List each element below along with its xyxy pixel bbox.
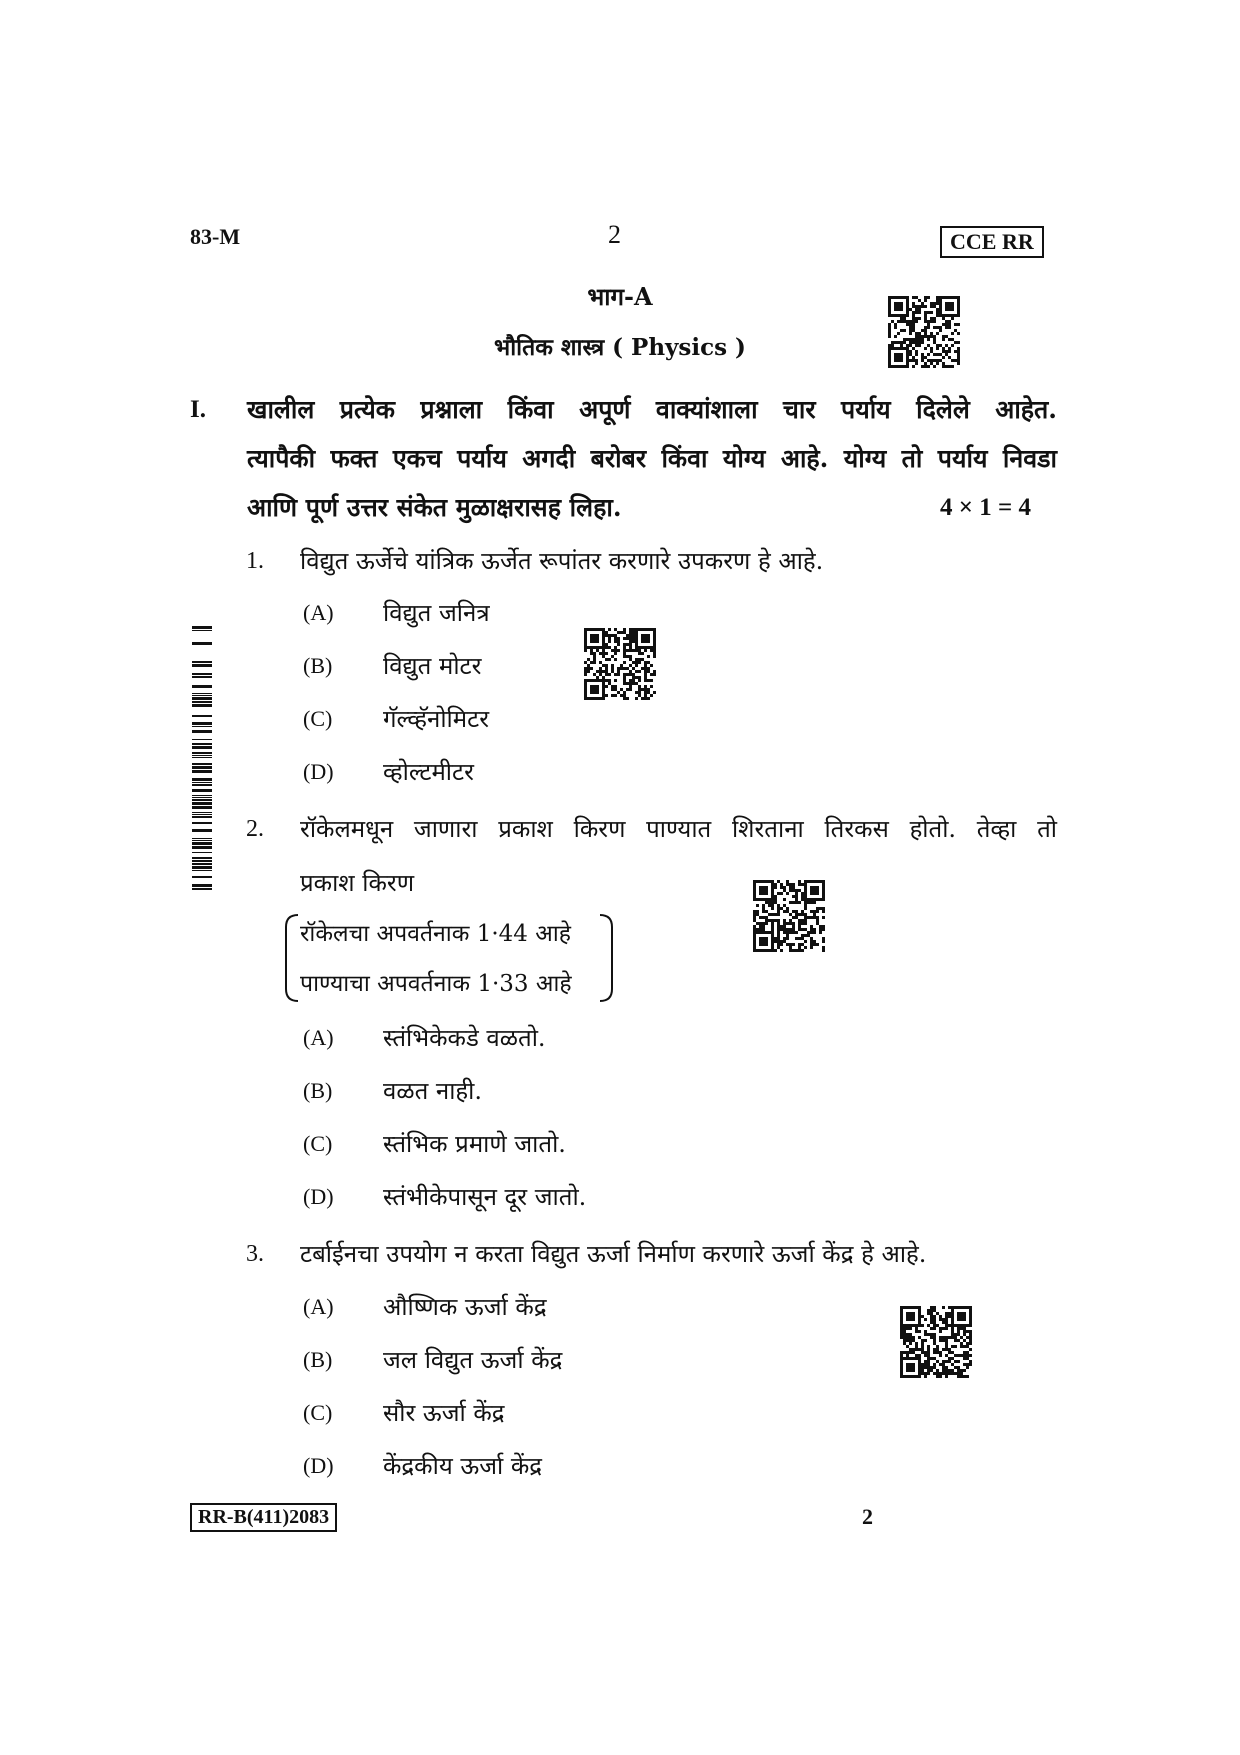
subject-title: भौतिक शास्त्र ( Physics ) <box>494 334 746 361</box>
question-number: 1. <box>246 548 264 574</box>
section-instruction-line: आणि पूर्ण उत्तर संकेत मुळाक्षरासह लिहा. <box>247 493 622 522</box>
option-label: (B) <box>303 653 333 678</box>
option-text: औष्णिक ऊर्जा केंद्र <box>383 1293 547 1321</box>
page-number-bottom: 2 <box>862 1504 873 1529</box>
option-label: (A) <box>303 1025 334 1050</box>
question-text: टर्बाईनचा उपयोग न करता विद्युत ऊर्जा निर्माण करणारे ऊर्जा केंद्र हे आहे. <box>300 1240 927 1268</box>
section-marks: 4 × 1 = 4 <box>940 494 1031 521</box>
question-text: रॉकेलमधून जाणारा प्रकाश किरण पाण्यात शिरताना तिरकस होतो. तेव्हा तो <box>300 815 1057 843</box>
page-number-top: 2 <box>608 220 621 249</box>
option-label: (D) <box>303 759 334 784</box>
option-text: गॅल्व्हॅनोमिटर <box>383 705 490 733</box>
option-text: सौर ऊर्जा केंद्र <box>383 1399 505 1427</box>
option-label: (C) <box>303 706 333 731</box>
section-instruction-line: त्यापैकी फक्त एकच पर्याय अगदी बरोबर किंवा योग्य आहे. योग्य तो पर्याय निवडा <box>247 444 1057 473</box>
option-label: (D) <box>303 1453 334 1478</box>
option-text: स्तंभीकेपासून दूर जातो. <box>383 1183 587 1211</box>
option-text: व्होल्टमीटर <box>383 758 474 786</box>
option-label: (A) <box>303 600 334 625</box>
option-text: वळत नाही. <box>383 1077 483 1105</box>
option-text: विद्युत जनित्र <box>383 599 490 627</box>
option-text: विद्युत मोटर <box>383 652 482 680</box>
part-title: भाग-A <box>587 282 653 311</box>
section-instruction-line: खालील प्रत्येक प्रश्नाला किंवा अपूर्ण वाक्यांशाला चार पर्याय दिलेले आहेत. <box>247 395 1057 424</box>
option-text: स्तंभिकेकडे वळतो. <box>383 1024 546 1052</box>
given-data-line: रॉकेलचा अपवर्तनाक 1·44 आहे <box>300 921 571 947</box>
option-label: (C) <box>303 1131 333 1156</box>
option-label: (B) <box>303 1078 333 1103</box>
section-number: I. <box>190 396 206 423</box>
qr-code-icon <box>584 628 656 700</box>
barcode-icon <box>192 620 212 890</box>
given-data-line: पाण्याचा अपवर्तनाक 1·33 आहे <box>300 971 572 997</box>
exam-tag: CCE RR <box>940 226 1044 258</box>
option-text: स्तंभिक प्रमाणे जातो. <box>383 1130 566 1158</box>
question-number: 2. <box>246 816 264 842</box>
paper-code: 83-M <box>190 224 241 249</box>
option-label: (A) <box>303 1294 334 1319</box>
option-label: (B) <box>303 1347 333 1372</box>
option-text: केंद्रकीय ऊर्जा केंद्र <box>383 1452 543 1480</box>
qr-code-icon <box>900 1306 972 1378</box>
option-label: (C) <box>303 1400 333 1425</box>
question-text: विद्युत ऊर्जेचे यांत्रिक ऊर्जेत रूपांतर करणारे उपकरण हे आहे. <box>300 547 824 575</box>
option-label: (D) <box>303 1184 334 1209</box>
booklet-code: RR-B(411)2083 <box>190 1503 337 1532</box>
qr-code-icon <box>888 296 960 368</box>
question-number: 3. <box>246 1241 264 1267</box>
option-text: जल विद्युत ऊर्जा केंद्र <box>383 1346 563 1374</box>
question-text-continued: प्रकाश किरण <box>300 869 415 897</box>
